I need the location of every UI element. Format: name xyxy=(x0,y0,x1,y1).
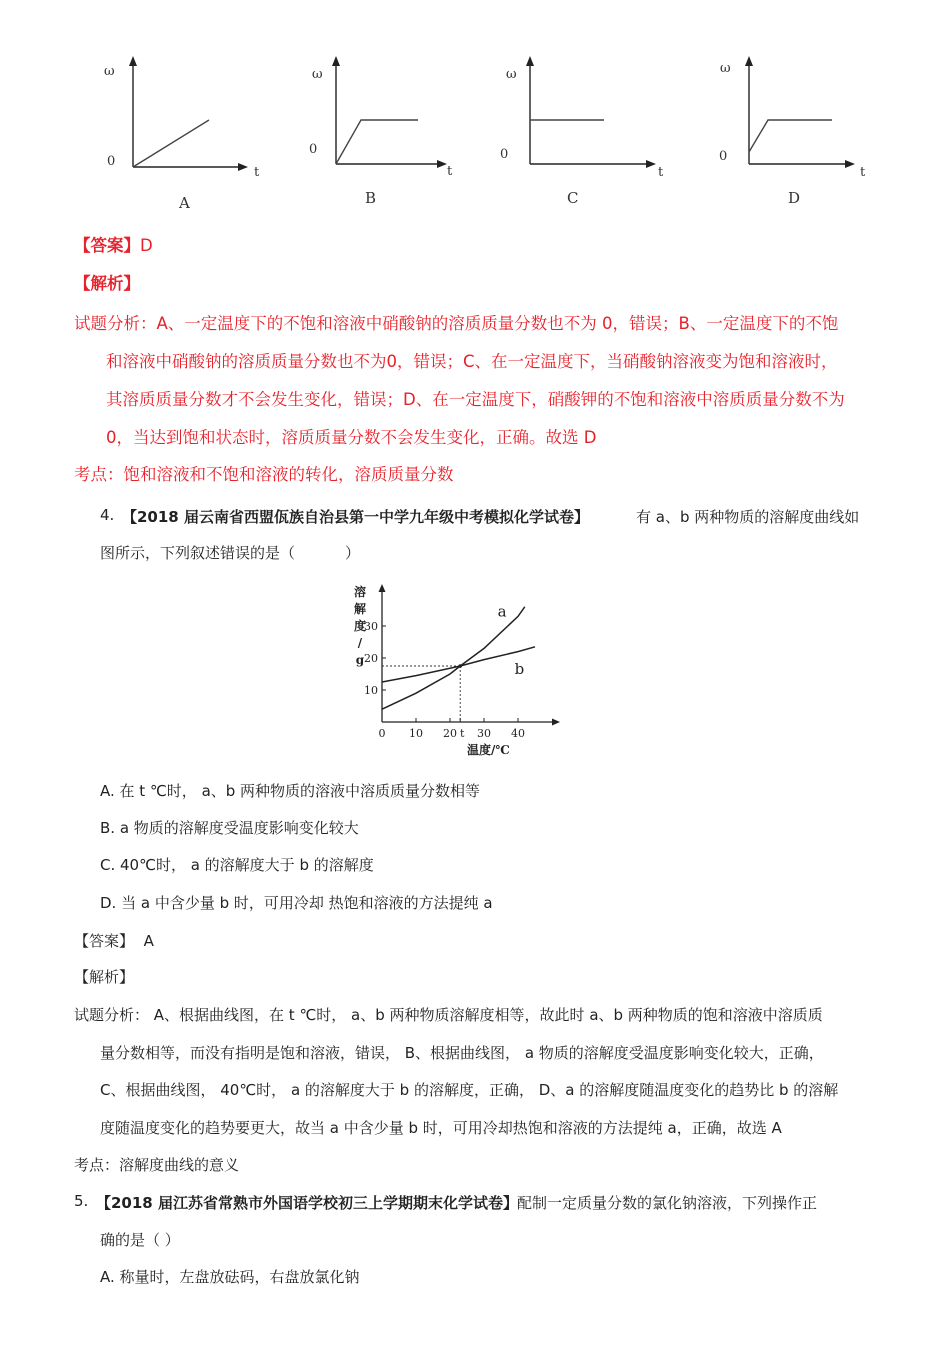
graph-b-y-label: ω xyxy=(312,67,323,82)
q3-analysis-label: 【解析】 xyxy=(74,274,140,293)
q4-stem-tail: 有 a、b 两种物质的溶解度曲线如 xyxy=(636,508,860,526)
q5-option-a: A. 称量时，左盘放砝码，右盘放氯化钠 xyxy=(100,1268,360,1286)
graph-b-letter: B xyxy=(365,189,377,207)
graph-b-origin: 0 xyxy=(309,142,318,157)
q3-analysis-line: 0，当达到饱和状态时，溶质质量分数不会发生变化，正确。故选 D xyxy=(106,428,597,447)
graph-a xyxy=(104,56,260,212)
graph-a-y-label: ω xyxy=(104,64,115,79)
q4-answer xyxy=(74,930,154,951)
q4-analysis-line: 量分数相等，而没有指明是饱和溶液，错误， B、根据曲线图， a 物质的溶解度受温度影响变化较大，正确， xyxy=(100,1044,824,1062)
q4-number: 4. xyxy=(100,506,115,524)
q4-stem-close: ） xyxy=(345,544,361,562)
chart-series-label-a: a xyxy=(497,602,507,621)
graph-a-line xyxy=(133,120,209,167)
chart-x-tick-label: 20 xyxy=(443,727,457,740)
graph-c-letter: C xyxy=(567,189,579,207)
graph-a-letter: A xyxy=(179,194,190,212)
graph-b-line xyxy=(336,120,418,164)
q3-answer-label: 【答案】 xyxy=(74,236,140,255)
solubility-chart xyxy=(340,578,580,760)
chart-series-a xyxy=(382,607,525,709)
graph-c-x-label: t xyxy=(658,165,664,180)
graph-b-x-label: t xyxy=(447,164,453,179)
q5-stem-line2: 确的是（ ） xyxy=(100,1231,180,1249)
chart-xlabel: 温度/℃ xyxy=(467,743,510,757)
graph-c-origin: 0 xyxy=(500,147,509,162)
q4-stem-line2: 图所示，下列叙述错误的是（ xyxy=(100,544,296,562)
chart-x-tick-label: 10 xyxy=(409,727,423,740)
q3-answer-value: D xyxy=(140,236,153,255)
chart-series-label-b: b xyxy=(514,660,525,678)
chart-intersection-point xyxy=(458,664,462,668)
q4-option-b: B. a 物质的溶解度受温度影响变化较大 xyxy=(100,819,359,837)
q4-analysis-line: 试题分析： A、根据曲线图，在 t ℃时， a、b 两种物质溶解度相等，故此时 a、b 两种物质的饱和溶液中溶质质 xyxy=(74,1006,823,1024)
graph-a-x-label: t xyxy=(254,165,260,180)
q4-answer-label: 【答案】 xyxy=(74,932,135,950)
q3-analysis-line: 其溶质质量分数才不会发生变化，错误；D、在一定温度下，硝酸钾的不饱和溶液中溶质质量分数不为 xyxy=(106,390,845,409)
chart-ylabel-char: / xyxy=(357,636,363,650)
chart-series-b xyxy=(382,647,535,682)
chart-y-arrow xyxy=(379,584,386,592)
q3-kaodian: 考点：饱和溶液和不饱和溶液的转化，溶质质量分数 xyxy=(74,465,454,484)
chart-x-tick-label: 0 xyxy=(378,727,386,740)
q4-option-a: A. 在 t ℃时， a、b 两种物质的溶液中溶质质量分数相等 xyxy=(100,782,481,800)
q5-stem-tail: 配制一定质量分数的氯化钠溶液，下列操作正 xyxy=(517,1194,818,1212)
chart-ylabel-char: 解 xyxy=(353,602,367,616)
q3-analysis-line: 和溶液中硝酸钠的溶质质量分数也不为0，错误；C、在一定温度下，当硝酸钠溶液变为饱和溶液时， xyxy=(106,352,838,371)
q4-option-d: D. 当 a 中含少量 b 时，可用冷却 热饱和溶液的方法提纯 a xyxy=(100,894,493,912)
q4-analysis-line: C、根据曲线图， 40℃时， a 的溶解度大于 b 的溶解度，正确， D、a 的溶解度随温度变化的趋势比 b 的溶解 xyxy=(100,1081,839,1099)
graph-a-origin: 0 xyxy=(107,154,116,169)
graph-c xyxy=(500,56,664,207)
option-graphs xyxy=(0,0,950,215)
graph-d-origin: 0 xyxy=(719,149,728,164)
q4-kaodian: 考点：溶解度曲线的意义 xyxy=(74,1156,240,1174)
chart-x-tick-label: 30 xyxy=(477,727,491,740)
chart-y-tick-label: 30 xyxy=(364,620,378,633)
chart-x-tick-label: t xyxy=(459,727,465,740)
q5-number: 5. xyxy=(74,1192,89,1210)
q4-analysis-line: 度随温度变化的趋势要更大，故当 a 中含少量 b 时，可用冷却热饱和溶液的方法提纯 a，正确，故选 A xyxy=(100,1119,782,1137)
q3-answer xyxy=(74,232,153,256)
graph-d-letter: D xyxy=(788,189,801,207)
chart-ylabel-char: g xyxy=(355,653,365,667)
chart-y-tick-label: 10 xyxy=(364,684,378,697)
chart-ylabel-char: 溶 xyxy=(353,585,367,599)
graph-d xyxy=(719,56,866,207)
graph-c-y-label: ω xyxy=(506,67,517,82)
chart-x-arrow xyxy=(552,719,560,726)
q4-option-c: C. 40℃时， a 的溶解度大于 b 的溶解度 xyxy=(100,856,374,874)
q4-source: 【2018 届云南省西盟佤族自治县第一中学九年级中考模拟化学试卷】 xyxy=(122,508,589,526)
q4-answer-value: A xyxy=(143,932,154,950)
graph-d-y-label: ω xyxy=(720,61,731,76)
chart-y-tick-label: 20 xyxy=(364,652,378,665)
graph-b xyxy=(309,56,453,207)
chart-x-tick-label: 40 xyxy=(511,727,525,740)
graph-d-line xyxy=(749,120,832,152)
q4-analysis-label: 【解析】 xyxy=(74,968,135,986)
q5-source: 【2018 届江苏省常熟市外国语学校初三上学期期末化学试卷】 xyxy=(96,1194,518,1212)
chart-ylabel-char: 度 xyxy=(353,619,367,633)
graph-d-x-label: t xyxy=(860,165,866,180)
q3-analysis-line: 试题分析：A、一定温度下的不饱和溶液中硝酸钠的溶质质量分数也不为 0，错误；B、一定温度下的不饱 xyxy=(74,314,839,333)
